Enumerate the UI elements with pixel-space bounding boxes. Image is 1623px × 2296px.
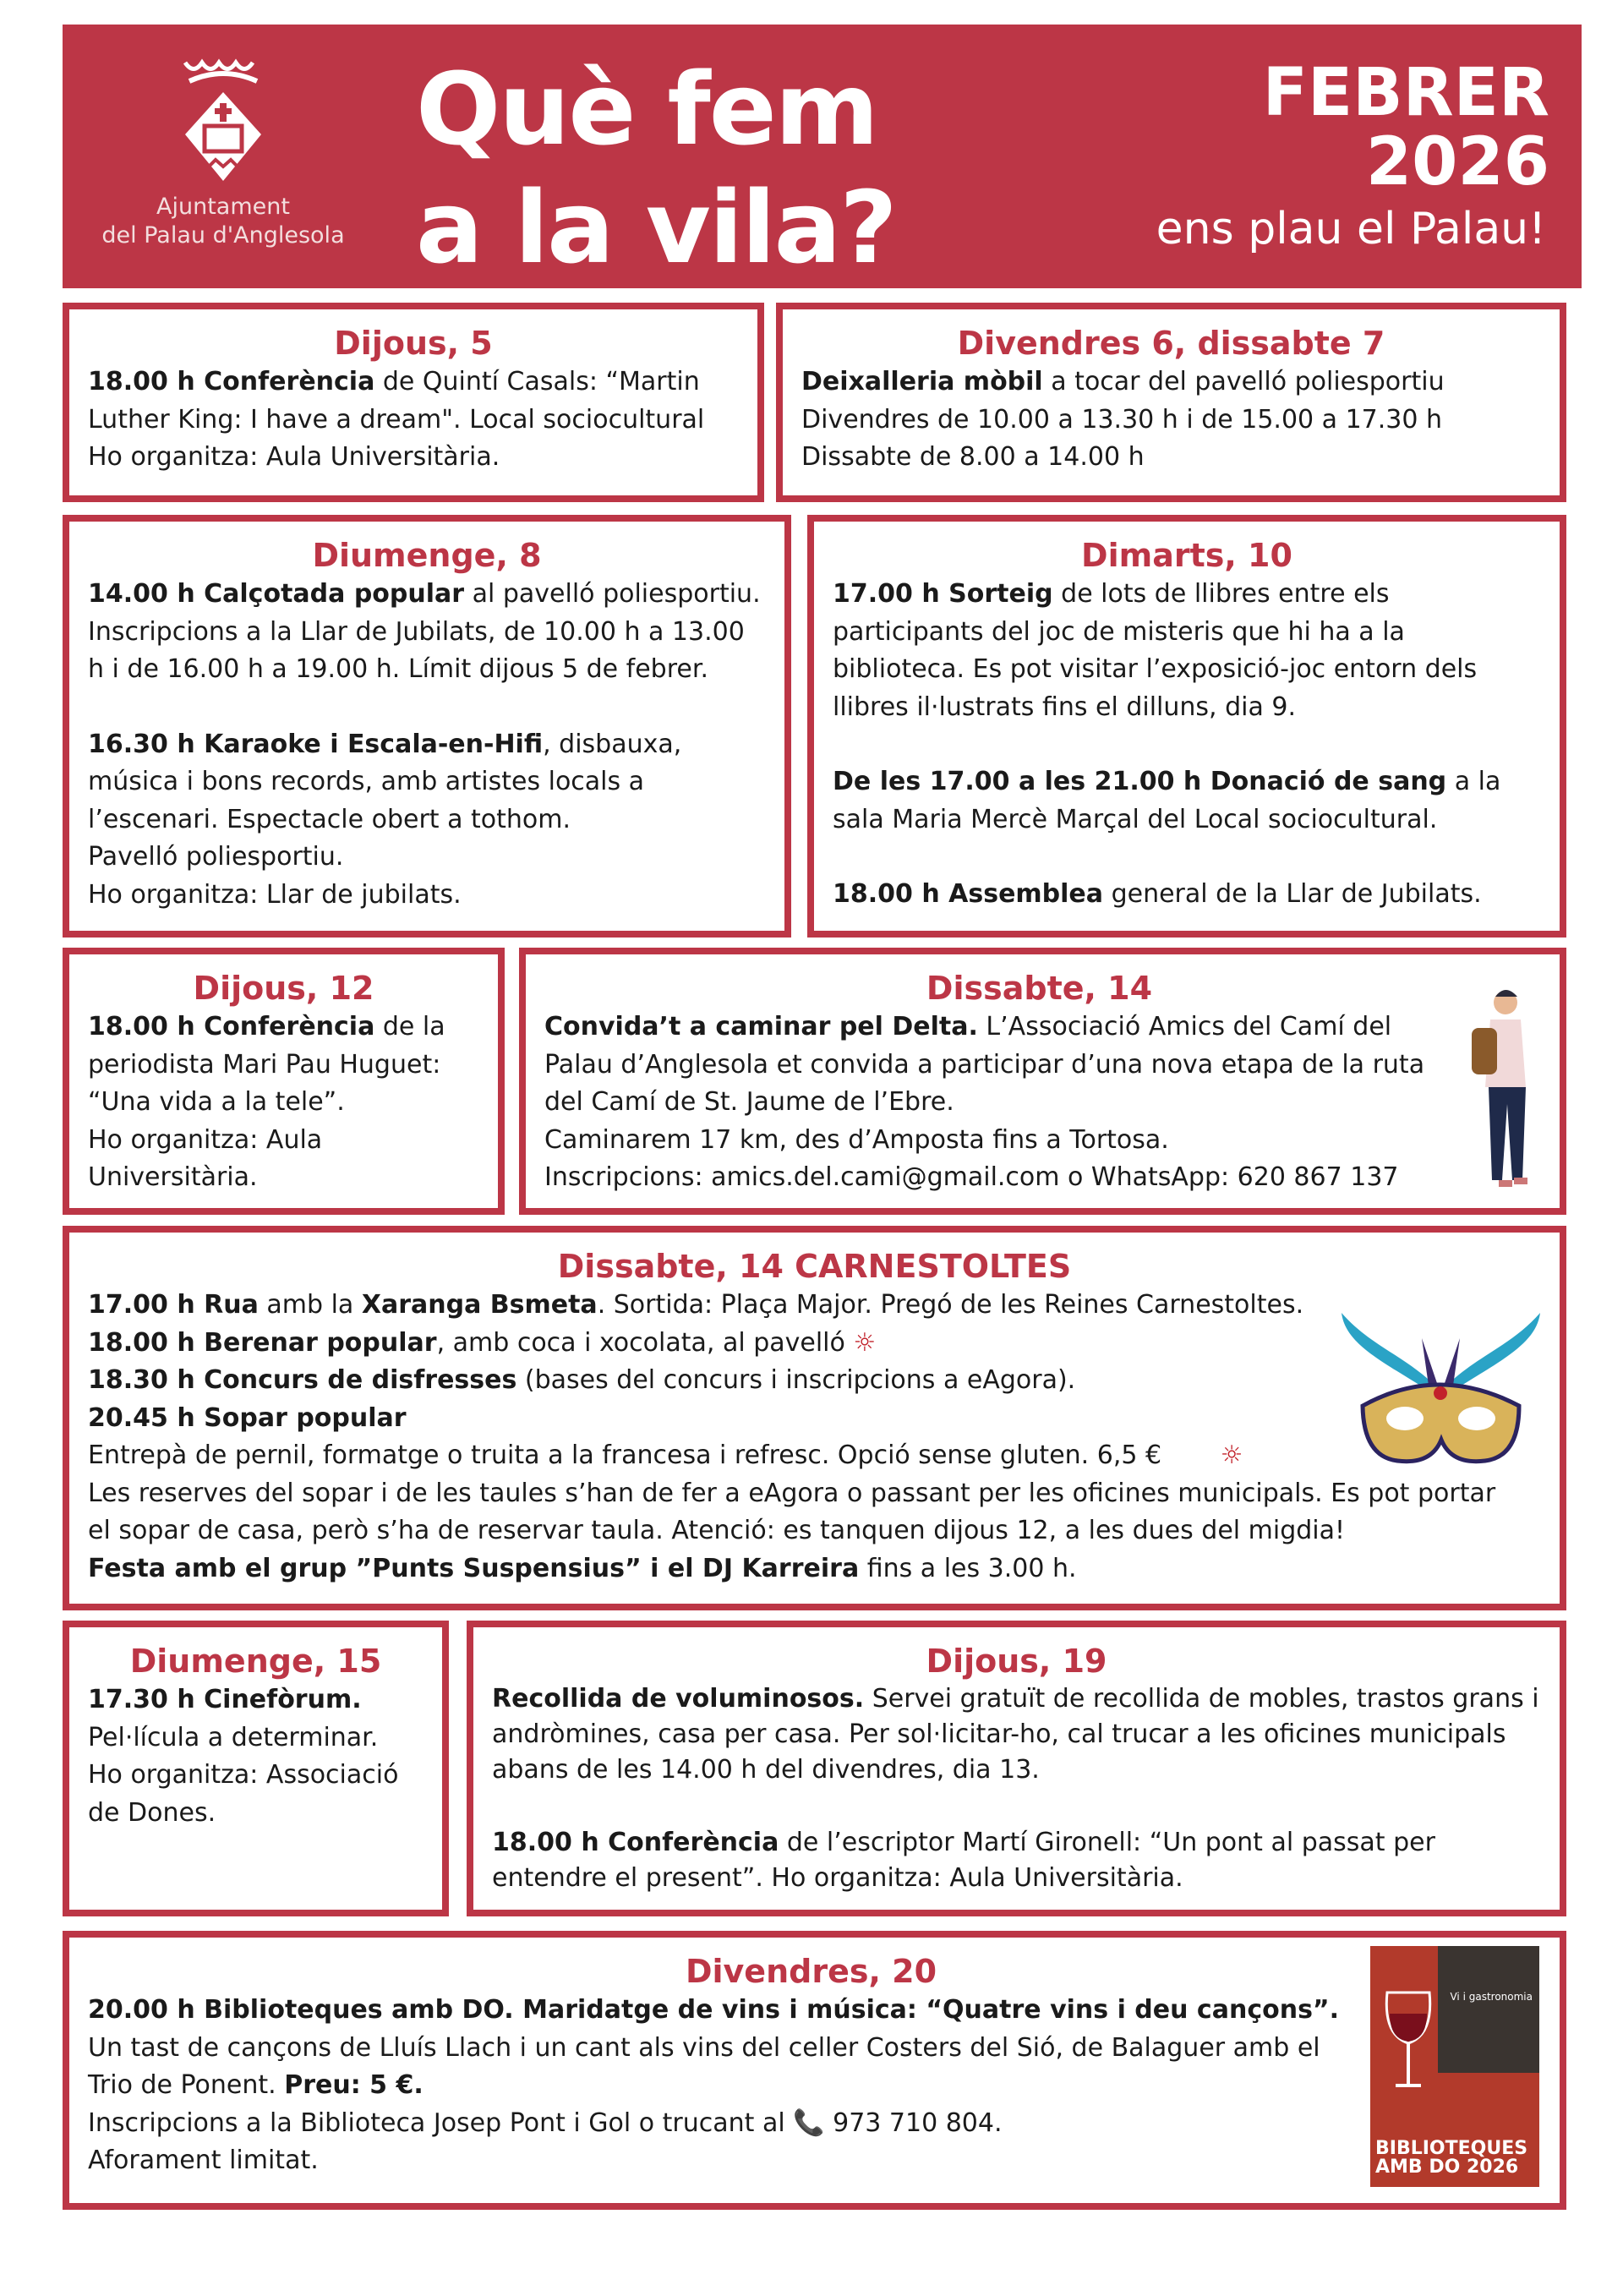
event-highlight: 18.00 h Conferència: [492, 1828, 779, 1857]
event-text: [544, 1009, 1441, 1122]
event-highlight: 17.30 h Cinefòrum.: [88, 1685, 362, 1714]
event-highlight: 14.00 h Calçotada popular: [88, 579, 465, 609]
event-detail: de Quintí Casals: “Martin Luther King: I have a dream". Local sociocultural: [88, 367, 705, 435]
event-highlight: 18.00 h Assemblea: [833, 879, 1104, 909]
event-text: [492, 1825, 1541, 1896]
year: 2026: [1365, 124, 1549, 200]
no-plastic-icon: ☼: [853, 1327, 877, 1358]
event-highlight: 17.00 h Rua: [88, 1290, 259, 1320]
event-carnestoltes: [63, 1226, 1566, 1610]
event-dijous-12: [63, 948, 505, 1215]
event-detail: Inscripcions a la Biblioteca Josep Pont i Gol o trucant al: [88, 2107, 794, 2138]
event-text: [88, 1992, 1348, 2030]
event-text: [88, 1009, 479, 1122]
event-detail: fins a les 3.00 h.: [859, 1553, 1077, 1583]
event-text: [492, 1681, 1541, 1788]
event-text: Pel·lícula a determinar.: [88, 1722, 379, 1752]
event-divendres-20: [63, 1931, 1566, 2210]
event-text: [833, 763, 1541, 839]
logo-line-1: Ajuntament: [156, 194, 290, 220]
event-text: [88, 1437, 1541, 1475]
event-highlight: Xaranga Bsmeta: [361, 1290, 598, 1320]
event-organizer: Ho organitza: Aula Universitària.: [88, 442, 500, 472]
event-date: Dissabte, 14: [926, 970, 1153, 1007]
month: FEBRER: [1262, 55, 1549, 131]
event-detail: amb la: [258, 1290, 362, 1320]
event-date: Dijous, 19: [926, 1643, 1107, 1680]
event-text: [88, 1325, 1541, 1363]
event-highlight: Recollida de voluminosos.: [492, 1684, 865, 1714]
event-highlight: 20.00 h Biblioteques amb DO. Maridatge de vins i música: “Quatre vins i deu cançons”.: [88, 1995, 1340, 2025]
event-organizer: Ho organitza: Llar de jubilats.: [88, 879, 462, 910]
hiker-illustration-icon: [1463, 981, 1548, 1193]
event-dimarts-10: [807, 515, 1566, 938]
event-text: [88, 1550, 1541, 1588]
event-detail: Entrepà de pernil, formatge o truita a la francesa i refresc. Opció sense gluten. 6,5 €: [88, 1440, 1162, 1470]
header-banner: [63, 25, 1582, 288]
event-detail: general de la Llar de Jubilats.: [1103, 879, 1482, 909]
coat-of-arms-icon: [172, 54, 274, 189]
logo-line-2: del Palau d'Anglesola: [101, 222, 345, 249]
poster-subtitle: Vi i gastronomia: [1450, 1991, 1533, 2003]
event-diumenge-8: [63, 515, 791, 938]
event-highlight: Festa amb el grup ”Punts Suspensius” i el DJ Karreira: [88, 1553, 860, 1583]
event-date: Dijous, 5: [334, 325, 493, 362]
event-date: Divendres, 20: [685, 1953, 937, 1990]
event-detail: Servei gratuït de recollida de mobles, trastos grans i andròmines, casa per casa. Per sol·licitar-ho, cal trucar a les oficines municipals abans de les 14.00 h del divendres, dia 13.: [492, 1684, 1539, 1785]
event-text: [88, 1362, 1541, 1400]
event-highlight: 18.00 h Berenar popular: [88, 1327, 437, 1358]
event-date: Diumenge, 8: [312, 537, 542, 574]
no-plastic-icon: ☼: [1220, 1440, 1243, 1470]
event-date: Divendres 6, dissabte 7: [957, 325, 1385, 362]
event-highlight: 16.30 h Karaoke i Escala-en-Hifi: [88, 729, 544, 759]
event-diumenge-15: [63, 1621, 449, 1916]
event-text: [88, 1287, 1541, 1325]
event-detail: de lots de llibres entre els participants del joc de misteris que hi ha a la biblioteca. Es pot visitar l’exposició-joc entorn dels llibres il·lustrats fins el dilluns, dia 9.: [833, 579, 1478, 722]
event-organizer: Ho organitza: Associació de Dones.: [88, 1760, 399, 1828]
event-text: [88, 2030, 1348, 2105]
event-date: Dimarts, 10: [1081, 537, 1292, 574]
event-highlight: 18.00 h Conferència: [88, 367, 375, 396]
event-highlight: 18.00 h Conferència: [88, 1012, 375, 1041]
event-detail: . Sortida: Plaça Major. Pregó de les Reines Carnestoltes.: [597, 1290, 1304, 1320]
event-text: [801, 364, 1541, 402]
event-text: [88, 1400, 1541, 1438]
event-hours-saturday: Dissabte de 8.00 a 14.00 h: [801, 442, 1145, 472]
event-detail: a la sala Maria Mercè Marçal del Local sociocultural.: [833, 767, 1501, 834]
event-detail: , amb coca i xocolata, al pavelló: [436, 1327, 845, 1358]
event-text: Les reserves del sopar i de les taules s’han de fer a eAgora o passant per les oficines municipals. Es pot portar el sopar de casa, però s’ha de reservar taula. Atenció: es tanquen dijous 12, a les dues del migdia!: [88, 1478, 1496, 1545]
event-highlight: 18.30 h Concurs de disfresses: [88, 1365, 517, 1395]
event-detail: de la periodista Mari Pau Huguet: “Una vida a la tele”.: [88, 1012, 445, 1117]
event-dijous-5: [63, 303, 764, 502]
event-dissabte-14: [519, 948, 1566, 1215]
event-detail: al pavelló poliesportiu. Inscripcions a la Llar de Jubilats, de 10.00 h a 13.00 h i de 16.00 h a 19.00 h. Límit dijous 5 de febrer.: [88, 579, 761, 684]
phone-icon: 📞: [793, 2107, 825, 2138]
event-highlight: 17.00 h Sorteig: [833, 579, 1053, 609]
event-text: [88, 726, 766, 839]
title-line-1: Què fem: [416, 51, 877, 167]
slogan: ens plau el Palau!: [1156, 204, 1546, 254]
event-contact: Inscripcions: amics.del.cami@gmail.com o WhatsApp: 620 867 137: [544, 1162, 1399, 1192]
poster-title: BIBLIOTEQUES AMB DO 2026: [1375, 2138, 1528, 2178]
event-hours-friday: Divendres de 10.00 a 13.30 h i de 15.00 a 17.30 h: [801, 404, 1443, 435]
event-highlight: Preu: 5 €.: [284, 2070, 424, 2100]
page-title: [416, 50, 896, 287]
event-highlight: Deixalleria mòbil: [801, 367, 1043, 396]
month-year: [1262, 55, 1549, 200]
event-note: Aforament limitat.: [88, 2146, 319, 2175]
event-detail: de l’escriptor Martí Gironell: “Un pont al passat per entendre el present”. Ho organitza: Aula Universitària.: [492, 1828, 1435, 1893]
event-date: Diumenge, 15: [129, 1643, 382, 1680]
event-dijous-19: [467, 1621, 1566, 1916]
carnival-mask-illustration-icon: [1337, 1313, 1544, 1465]
event-divendres-6: [776, 303, 1566, 502]
wine-glass-icon: [1379, 1988, 1446, 2098]
event-text: [833, 876, 1541, 914]
event-date: Dijous, 12: [193, 970, 374, 1007]
event-date: Dissabte, 14 CARNESTOLTES: [557, 1248, 1072, 1285]
municipal-logo: [96, 54, 350, 250]
phone-number: 973 710 804.: [833, 2107, 1003, 2138]
event-detail: , disbauxa, música i bons records, amb artistes locals a l’escenari. Espectacle obert a tothom.: [88, 729, 682, 834]
event-text: [88, 364, 739, 439]
event-detail: Un tast de cançons de Lluís Llach i un cant als vins del celler Costers del Sió, de Balaguer amb el Trio de Ponent.: [88, 2032, 1320, 2100]
biblioteques-do-poster: [1370, 1946, 1539, 2187]
event-place: Pavelló poliesportiu.: [88, 842, 344, 872]
event-text: [88, 576, 766, 689]
event-highlight: 20.45 h Sopar popular: [88, 1402, 407, 1433]
title-line-2: a la vila?: [416, 169, 896, 286]
event-detail: L’Associació Amics del Camí del Palau d’Anglesola et convida a participar d’una nova etapa de la ruta del Camí de St. Jaume de l’Ebre.: [544, 1012, 1425, 1117]
event-highlight: Convida’t a caminar pel Delta.: [544, 1012, 978, 1041]
event-text: [833, 576, 1541, 726]
event-detail: (bases del concurs i inscripcions a eAgora).: [516, 1365, 1076, 1395]
event-highlight: De les 17.00 a les 21.00 h Donació de sang: [833, 767, 1447, 796]
event-organizer: Ho organitza: Aula Universitària.: [88, 1124, 323, 1192]
event-route: Caminarem 17 km, des d’Amposta fins a Tortosa.: [544, 1124, 1169, 1155]
event-detail: a tocar del pavelló poliesportiu: [1042, 367, 1445, 396]
event-text: [88, 2105, 1348, 2143]
event-text: [88, 1681, 424, 1719]
